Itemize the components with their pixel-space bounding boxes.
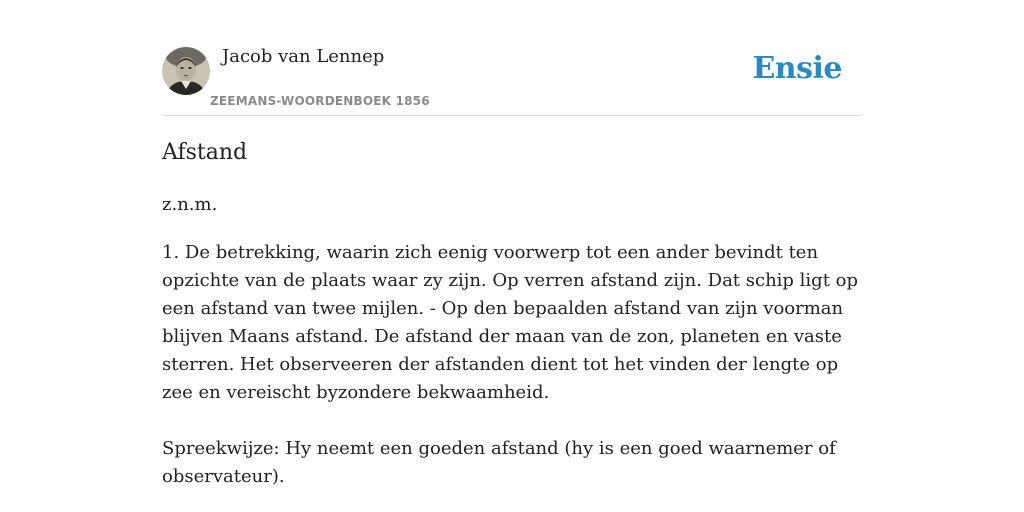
- portrait-avatar-icon: [162, 47, 210, 95]
- entry-header: [162, 0, 862, 116]
- entry-title: Afstand: [162, 140, 248, 165]
- page-content: [162, 0, 862, 512]
- source-dictionary: ZEEMANS-WOORDENBOEK 1856: [210, 94, 430, 108]
- word-class: z.n.m.: [162, 194, 218, 215]
- author-name[interactable]: Jacob van Lennep: [222, 46, 385, 67]
- entry-definition: 1. De betrekking, waarin zich eenig voorwerp tot een ander bevindt ten opzichte van de plaats waar zy zijn. Op verren afstand zijn. Dat schip ligt op een afstand van twee mijlen. - Op den bepaalden afstand van zijn voorman blijven Maans afstand. De afstand der maan van de zon, planeten en vaste sterren. Het observeeren der afstanden dient tot het vinden der lengte op zee en vereischt byzondere bekwaamheid.: [162, 242, 859, 403]
- brand-logo[interactable]: Ensie: [752, 51, 842, 86]
- author-avatar[interactable]: [162, 47, 210, 95]
- entry-expression: Spreekwijze: Hy neemt een goeden afstand (hy is een goed waarnemer of observateur).: [162, 438, 836, 487]
